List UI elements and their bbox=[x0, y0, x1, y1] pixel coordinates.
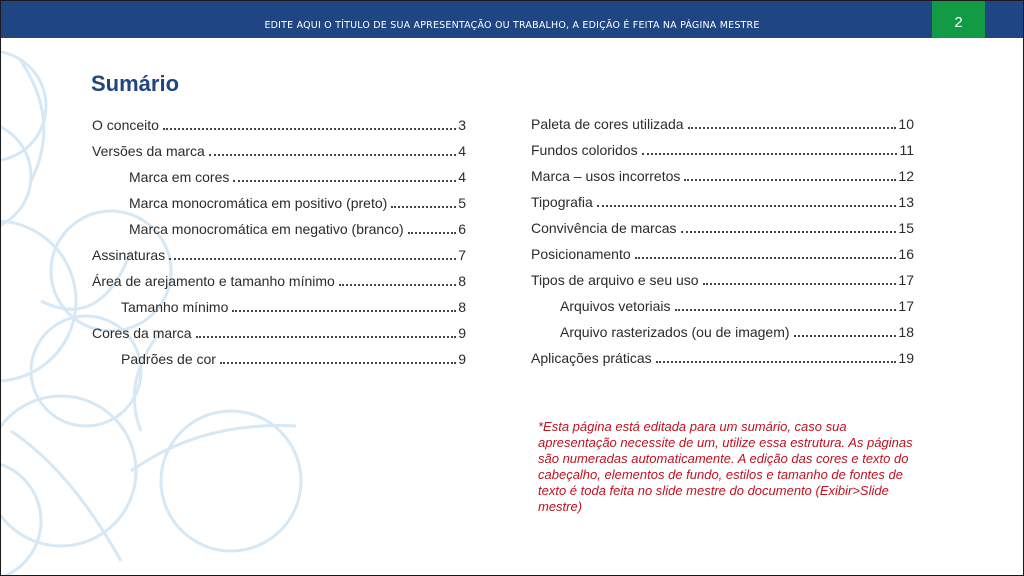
toc-entry[interactable] bbox=[92, 271, 466, 291]
dot-leader bbox=[209, 154, 456, 156]
dot-leader bbox=[642, 153, 898, 155]
dot-leader bbox=[339, 284, 456, 286]
toc-entry[interactable] bbox=[92, 141, 466, 161]
toc-label: Versões da marca bbox=[92, 143, 205, 159]
toc-entry[interactable] bbox=[129, 167, 466, 187]
toc-entry[interactable] bbox=[531, 114, 914, 134]
toc-label: Marca monocromática em positivo (preto) bbox=[129, 195, 388, 211]
toc-page-number: 18 bbox=[898, 324, 914, 340]
toc-label: Arquivos vetoriais bbox=[560, 298, 671, 314]
page-number-badge: 2 bbox=[932, 1, 985, 38]
toc-page-number: 10 bbox=[898, 116, 914, 132]
dot-leader bbox=[684, 179, 896, 181]
toc-page-number: 13 bbox=[898, 194, 914, 210]
toc-entry[interactable] bbox=[531, 192, 914, 212]
toc-entry[interactable] bbox=[92, 323, 466, 343]
toc-label: Arquivo rasterizados (ou de imagem) bbox=[560, 324, 790, 340]
dot-leader bbox=[163, 128, 456, 130]
toc-label: Assinaturas bbox=[92, 247, 166, 263]
toc-label: O conceito bbox=[92, 117, 159, 133]
toc-page-number: 19 bbox=[898, 350, 914, 366]
toc-label: Posicionamento bbox=[531, 246, 631, 262]
toc-entry[interactable] bbox=[531, 218, 914, 238]
header-bar bbox=[1, 1, 1023, 38]
toc-page-number: 8 bbox=[458, 299, 466, 315]
toc-label: Marca monocromática em negativo (branco) bbox=[129, 221, 404, 237]
toc-page-number: 6 bbox=[458, 221, 466, 237]
dot-leader bbox=[233, 180, 456, 182]
toc-page-number: 16 bbox=[898, 246, 914, 262]
toc-label: Convivência de marcas bbox=[531, 220, 677, 236]
toc-entry[interactable] bbox=[560, 296, 914, 316]
toc-entry[interactable] bbox=[129, 219, 466, 239]
dot-leader bbox=[794, 335, 897, 337]
presentation-title[interactable]: EDITE AQUI O TÍTULO DE SUA APRESENTAÇÃO OU TRABALHO, A EDIÇÃO É FEITA NA PÁGINA MESTRE bbox=[264, 20, 760, 31]
summary-title[interactable]: Sumário bbox=[91, 71, 180, 96]
dot-leader bbox=[688, 127, 897, 129]
toc-entry[interactable] bbox=[531, 166, 914, 186]
dot-leader bbox=[703, 283, 897, 285]
toc-page-number: 4 bbox=[458, 169, 466, 185]
toc-page-number: 3 bbox=[458, 117, 466, 133]
toc-page-number: 4 bbox=[458, 143, 466, 159]
toc-page-number: 8 bbox=[458, 273, 466, 289]
toc-entry[interactable] bbox=[531, 140, 914, 160]
toc-page-number: 17 bbox=[898, 272, 914, 288]
toc-page-number: 9 bbox=[458, 325, 466, 341]
toc-entry[interactable] bbox=[531, 348, 914, 368]
toc-label: Fundos coloridos bbox=[531, 142, 638, 158]
instruction-note[interactable]: *Esta página está editada para um sumário, caso sua apresentação necessite de um, utilize essa estrutura. As páginas são numeradas automaticamente. A edição das cores e texto do cabeçalho, elementos de fundo, estilos e tamanho de fontes de texto é toda feita no slide mestre do documento (Exibir>Slide mestre) bbox=[538, 419, 913, 514]
toc-entry[interactable] bbox=[531, 244, 914, 264]
toc-entry[interactable] bbox=[560, 322, 914, 342]
dot-leader bbox=[408, 232, 457, 234]
dot-leader bbox=[597, 205, 897, 207]
toc-label: Tipos de arquivo e seu uso bbox=[531, 272, 699, 288]
toc-entry[interactable] bbox=[129, 193, 466, 213]
toc-label: Padrões de cor bbox=[121, 351, 216, 367]
toc-page-number: 9 bbox=[458, 351, 466, 367]
toc-entry[interactable] bbox=[531, 270, 914, 290]
toc-page-number: 11 bbox=[899, 142, 914, 158]
dot-leader bbox=[232, 310, 456, 312]
dot-leader bbox=[681, 231, 897, 233]
toc-entry[interactable] bbox=[121, 297, 466, 317]
dot-leader bbox=[656, 361, 897, 363]
toc-label: Marca – usos incorretos bbox=[531, 168, 681, 184]
toc-page-number: 5 bbox=[458, 195, 466, 211]
toc-label: Tipografia bbox=[531, 194, 593, 210]
toc-entry[interactable] bbox=[92, 245, 466, 265]
toc-label: Aplicações práticas bbox=[531, 350, 652, 366]
toc-label: Marca em cores bbox=[129, 169, 230, 185]
dot-leader bbox=[635, 257, 897, 259]
toc-label: Cores da marca bbox=[92, 325, 192, 341]
dot-leader bbox=[220, 362, 456, 364]
dot-leader bbox=[196, 336, 457, 338]
toc-entry[interactable] bbox=[121, 349, 466, 369]
toc-page-number: 15 bbox=[898, 220, 914, 236]
toc-page-number: 17 bbox=[898, 298, 914, 314]
dot-leader bbox=[675, 309, 897, 311]
toc-label: Tamanho mínimo bbox=[121, 299, 229, 315]
dot-leader bbox=[169, 258, 456, 260]
toc-entry[interactable] bbox=[92, 115, 466, 135]
toc-page-number: 12 bbox=[898, 168, 914, 184]
toc-label: Paleta de cores utilizada bbox=[531, 116, 684, 132]
toc-page-number: 7 bbox=[458, 247, 466, 263]
dot-leader bbox=[391, 206, 456, 208]
toc-label: Área de arejamento e tamanho mínimo bbox=[92, 273, 335, 289]
